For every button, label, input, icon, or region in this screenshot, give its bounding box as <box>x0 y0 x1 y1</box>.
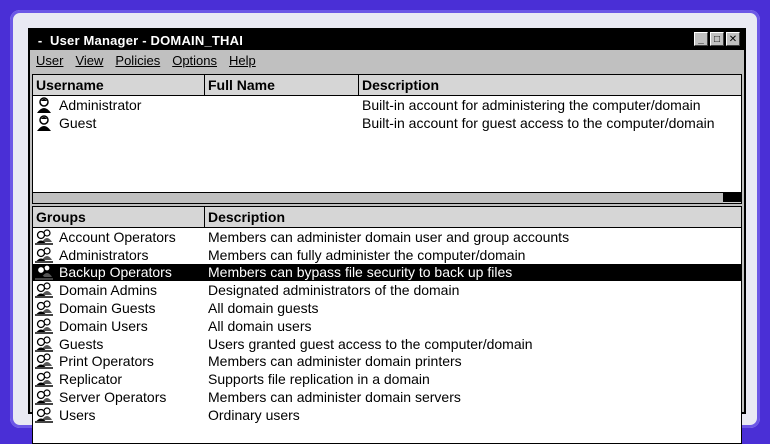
group-description: Members can administer domain user and group accounts <box>208 228 570 245</box>
menu-bar <box>30 50 744 70</box>
groups-list-header <box>33 207 741 228</box>
maximize-button[interactable]: □ <box>710 32 724 46</box>
menu-help[interactable]: Help <box>229 52 256 68</box>
user-row[interactable] <box>33 96 741 114</box>
groups-list[interactable] <box>32 206 742 444</box>
user-row[interactable] <box>33 114 741 132</box>
scroll-right-arrow[interactable] <box>723 193 741 202</box>
column-description[interactable]: Description <box>362 77 440 93</box>
menu-options[interactable]: Options <box>172 52 218 68</box>
group-row[interactable] <box>33 281 741 299</box>
username: Administrator <box>59 96 142 113</box>
group-row[interactable] <box>33 228 741 246</box>
menu-user[interactable]: User <box>36 52 64 68</box>
user-icon <box>35 115 53 131</box>
group-row[interactable] <box>33 370 741 388</box>
group-name: Account Operators <box>59 228 176 245</box>
group-description: All domain users <box>208 317 312 334</box>
user-manager-window <box>28 28 746 423</box>
group-name: Domain Guests <box>59 300 156 317</box>
group-name: Server Operators <box>59 389 167 406</box>
column-groups[interactable]: Groups <box>33 207 205 227</box>
close-button[interactable]: ✕ <box>726 32 740 46</box>
group-description: Supports file replication in a domain <box>208 371 430 388</box>
group-name: Guests <box>59 335 104 352</box>
user-description: Built-in account for guest access to the computer/domain <box>362 114 715 131</box>
group-icon <box>35 318 53 334</box>
user-icon <box>35 97 53 113</box>
group-description: Members can administer domain servers <box>208 389 461 406</box>
title-bar <box>30 30 744 50</box>
group-icon <box>35 371 53 387</box>
group-row[interactable] <box>33 317 741 335</box>
group-description: Ordinary users <box>208 406 300 423</box>
group-row[interactable] <box>33 246 741 264</box>
menu-policies[interactable]: Policies <box>115 52 161 68</box>
group-icon <box>35 353 53 369</box>
group-name: Domain Users <box>59 317 148 334</box>
group-name: Users <box>59 406 96 423</box>
group-description: All domain guests <box>208 300 319 317</box>
group-icon <box>35 282 53 298</box>
group-description: Members can bypass file security to back up files <box>208 264 513 281</box>
group-icon <box>35 247 53 263</box>
group-row[interactable] <box>33 335 741 353</box>
group-row[interactable] <box>33 299 741 317</box>
group-description: Members can administer domain printers <box>208 353 462 370</box>
column-full-name[interactable]: Full Name <box>205 75 359 95</box>
group-row[interactable] <box>33 406 741 424</box>
users-list-header <box>33 75 741 96</box>
group-description: Members can fully administer the computer/domain <box>208 246 526 263</box>
column-username[interactable]: Username <box>33 75 205 95</box>
group-icon <box>35 407 53 423</box>
group-name: Domain Admins <box>59 282 158 299</box>
group-description: Designated administrators of the domain <box>208 282 460 299</box>
group-row[interactable] <box>33 353 741 371</box>
group-icon <box>35 229 53 245</box>
group-row[interactable] <box>33 388 741 406</box>
group-name: Print Operators <box>59 353 154 370</box>
system-menu-icon[interactable]: - <box>37 32 43 48</box>
window-title: User Manager - DOMAIN_THAI <box>50 32 244 48</box>
group-description: Users granted guest access to the computer/domain <box>208 335 533 352</box>
group-icon <box>35 389 53 405</box>
group-icon <box>35 336 53 352</box>
menu-view[interactable]: View <box>75 52 104 68</box>
group-icon <box>35 300 53 316</box>
users-list[interactable] <box>32 74 742 204</box>
users-horizontal-scrollbar[interactable] <box>33 192 741 203</box>
group-icon <box>35 264 53 280</box>
group-name: Administrators <box>59 246 149 263</box>
group-row[interactable] <box>33 264 741 282</box>
user-description: Built-in account for administering the computer/domain <box>362 96 701 113</box>
column-group-description[interactable]: Description <box>208 209 286 225</box>
username: Guest <box>59 114 97 131</box>
minimize-button[interactable]: _ <box>694 32 708 46</box>
scrollbar-thumb[interactable] <box>33 193 723 203</box>
group-name: Replicator <box>59 371 123 388</box>
group-name: Backup Operators <box>59 264 172 281</box>
